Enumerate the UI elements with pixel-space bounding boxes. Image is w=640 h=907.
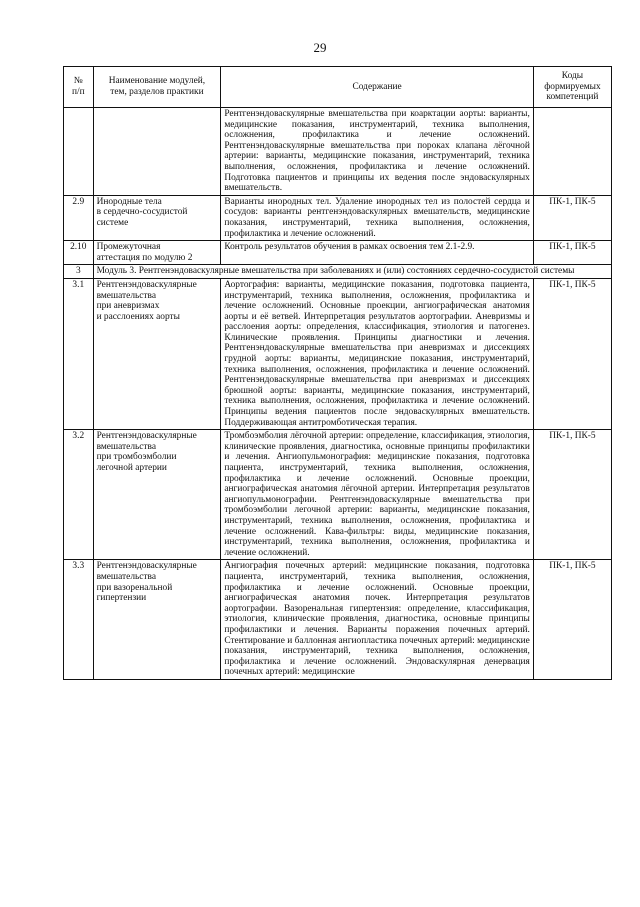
row-content: Контроль результатов обучения в рамках освоения тем 2.1-2.9. (221, 241, 534, 265)
row-num: 2.10 (64, 241, 94, 265)
row-name: Инородные тела в сердечно-сосудистой системе (93, 195, 221, 240)
table-row (64, 108, 612, 196)
row-codes: ПК-1, ПК-5 (533, 430, 611, 560)
row-codes: ПК-1, ПК-5 (533, 278, 611, 429)
table-row (64, 430, 612, 560)
row-num: 2.9 (64, 195, 94, 240)
row-name: Рентгенэндоваскулярные вмешательства при тромбоэмболии легочной артерии (93, 430, 221, 560)
table-row (64, 278, 612, 429)
module-title: Модуль 3. Рентгенэндоваскулярные вмешательства при заболеваниях и (или) состояниях сердечно-сосудистой системы (93, 265, 611, 279)
row-num: 3.2 (64, 430, 94, 560)
row-codes: ПК-1, ПК-5 (533, 195, 611, 240)
table-row (64, 241, 612, 265)
row-num: 3.3 (64, 560, 94, 680)
header-codes: Коды формируемых компетенций (533, 67, 611, 108)
header-name: Наименование модулей, тем, разделов практики (93, 67, 221, 108)
row-content: Варианты инородных тел. Удаление инородных тел из полостей сердца и сосудов: варианты рентгенэндоваскулярных вмешательств, медицинские показания, инструментарий, техника выполнения, осложнения, профилактика и лечение осложнений. (221, 195, 534, 240)
row-codes (533, 108, 611, 196)
page-number: 29 (313, 40, 327, 55)
module-row (64, 265, 612, 279)
header-num: № п/п (64, 67, 94, 108)
header-content: Содержание (221, 67, 534, 108)
row-codes: ПК-1, ПК-5 (533, 241, 611, 265)
table-row (64, 560, 612, 680)
table-header-row (64, 67, 612, 108)
row-name: Рентгенэндоваскулярные вмешательства при вазоренальной гипертензии (93, 560, 221, 680)
row-codes: ПК-1, ПК-5 (533, 560, 611, 680)
curriculum-table (63, 66, 612, 680)
row-num: 3.1 (64, 278, 94, 429)
row-content: Аортография: варианты, медицинские показания, подготовка пациента, инструментарий, техника выполнения, осложнения, профилактика и лечение осложнений. Основные проекции, ангиографическая анатомия аорты и её ветвей. Интерпретация результатов аортографии. Аневризмы и расслоения аорты: определения, классификация, этиология и патогенез. Клинические проявления. Принципы диагностики и лечения. Рентгенэндоваскулярные вмешательства при аневризмах и диссекциях грудной аорты: варианты, медицинские показания, инструментарий, техника выполнения, осложнения, профилактика и лечение осложнений. Рентгенэндоваскулярные вмешательства при аневризмах и диссекциях брюшной аорты: варианты, медицинские показания, инструментарий, техника выполнения, осложнения, профилактика и лечение осложнений. Принципы ведения пациентов после эндоваскулярных вмешательств. Поддерживающая антитромботическая терапия. (221, 278, 534, 429)
row-content: Тромбоэмболия лёгочной артерии: определение, классификация, этиология, клинические проявления, диагностика, основные принципы профилактики и лечения. Ангиопульмонография: медицинские показания, подготовка пациента, инструментарий, техника выполнения, осложнения, профилактика и лечение осложнений. Основные проекции, ангиографическая анатомия лёгочной артерии. Интерпретация результатов ангиопульмонографии. Рентгенэндоваскулярные вмешательства при тромбоэмболии легочной артерии: варианты, медицинские показания, инструментарий, техника выполнения, осложнения, профилактика и лечение осложнений. Кава-фильтры: виды, медицинские показания, инструментарий, техника выполнения, осложнения, профилактика и лечение осложнений. (221, 430, 534, 560)
row-name: Промежуточная аттестация по модулю 2 (93, 241, 221, 265)
module-num: 3 (64, 265, 94, 279)
row-content: Ангиография почечных артерий: медицинские показания, подготовка пациента, инструментарий, техника выполнения, осложнения, профилактика и лечение осложнений. Основные проекции, ангиографическая анатомия почек. Интерпретация результатов аортографии. Вазоренальная гипертензия: определение, классификация, этиология, клинические проявления, диагностика, основные принципы профилактики и лечения. Варианты поражения почечных артерий. Стентирование и баллонная ангиопластика почечных артерий: медицинские показания, инструментарий, техника выполнения, осложнения, профилактика и лечение осложнений. Эндоваскулярная денервация почечных артерий: медицинские (221, 560, 534, 680)
row-num (64, 108, 94, 196)
row-content: Рентгенэндоваскулярные вмешательства при коарктации аорты: варианты, медицинские показания, инструментарий, техника выполнения, осложнения, профилактика и лечение осложнений. Рентгенэндоваскулярные вмешательства при пороках клапана лёгочной артерии: варианты, медицинские показания, инструментарий, техника выполнения, осложнения, профилактика и лечение осложнений. Подготовка пациентов и принципы их ведения после эндоваскулярных вмешательств. (221, 108, 534, 196)
row-name (93, 108, 221, 196)
table-row (64, 195, 612, 240)
row-name: Рентгенэндоваскулярные вмешательства при аневризмах и расслоениях аорты (93, 278, 221, 429)
